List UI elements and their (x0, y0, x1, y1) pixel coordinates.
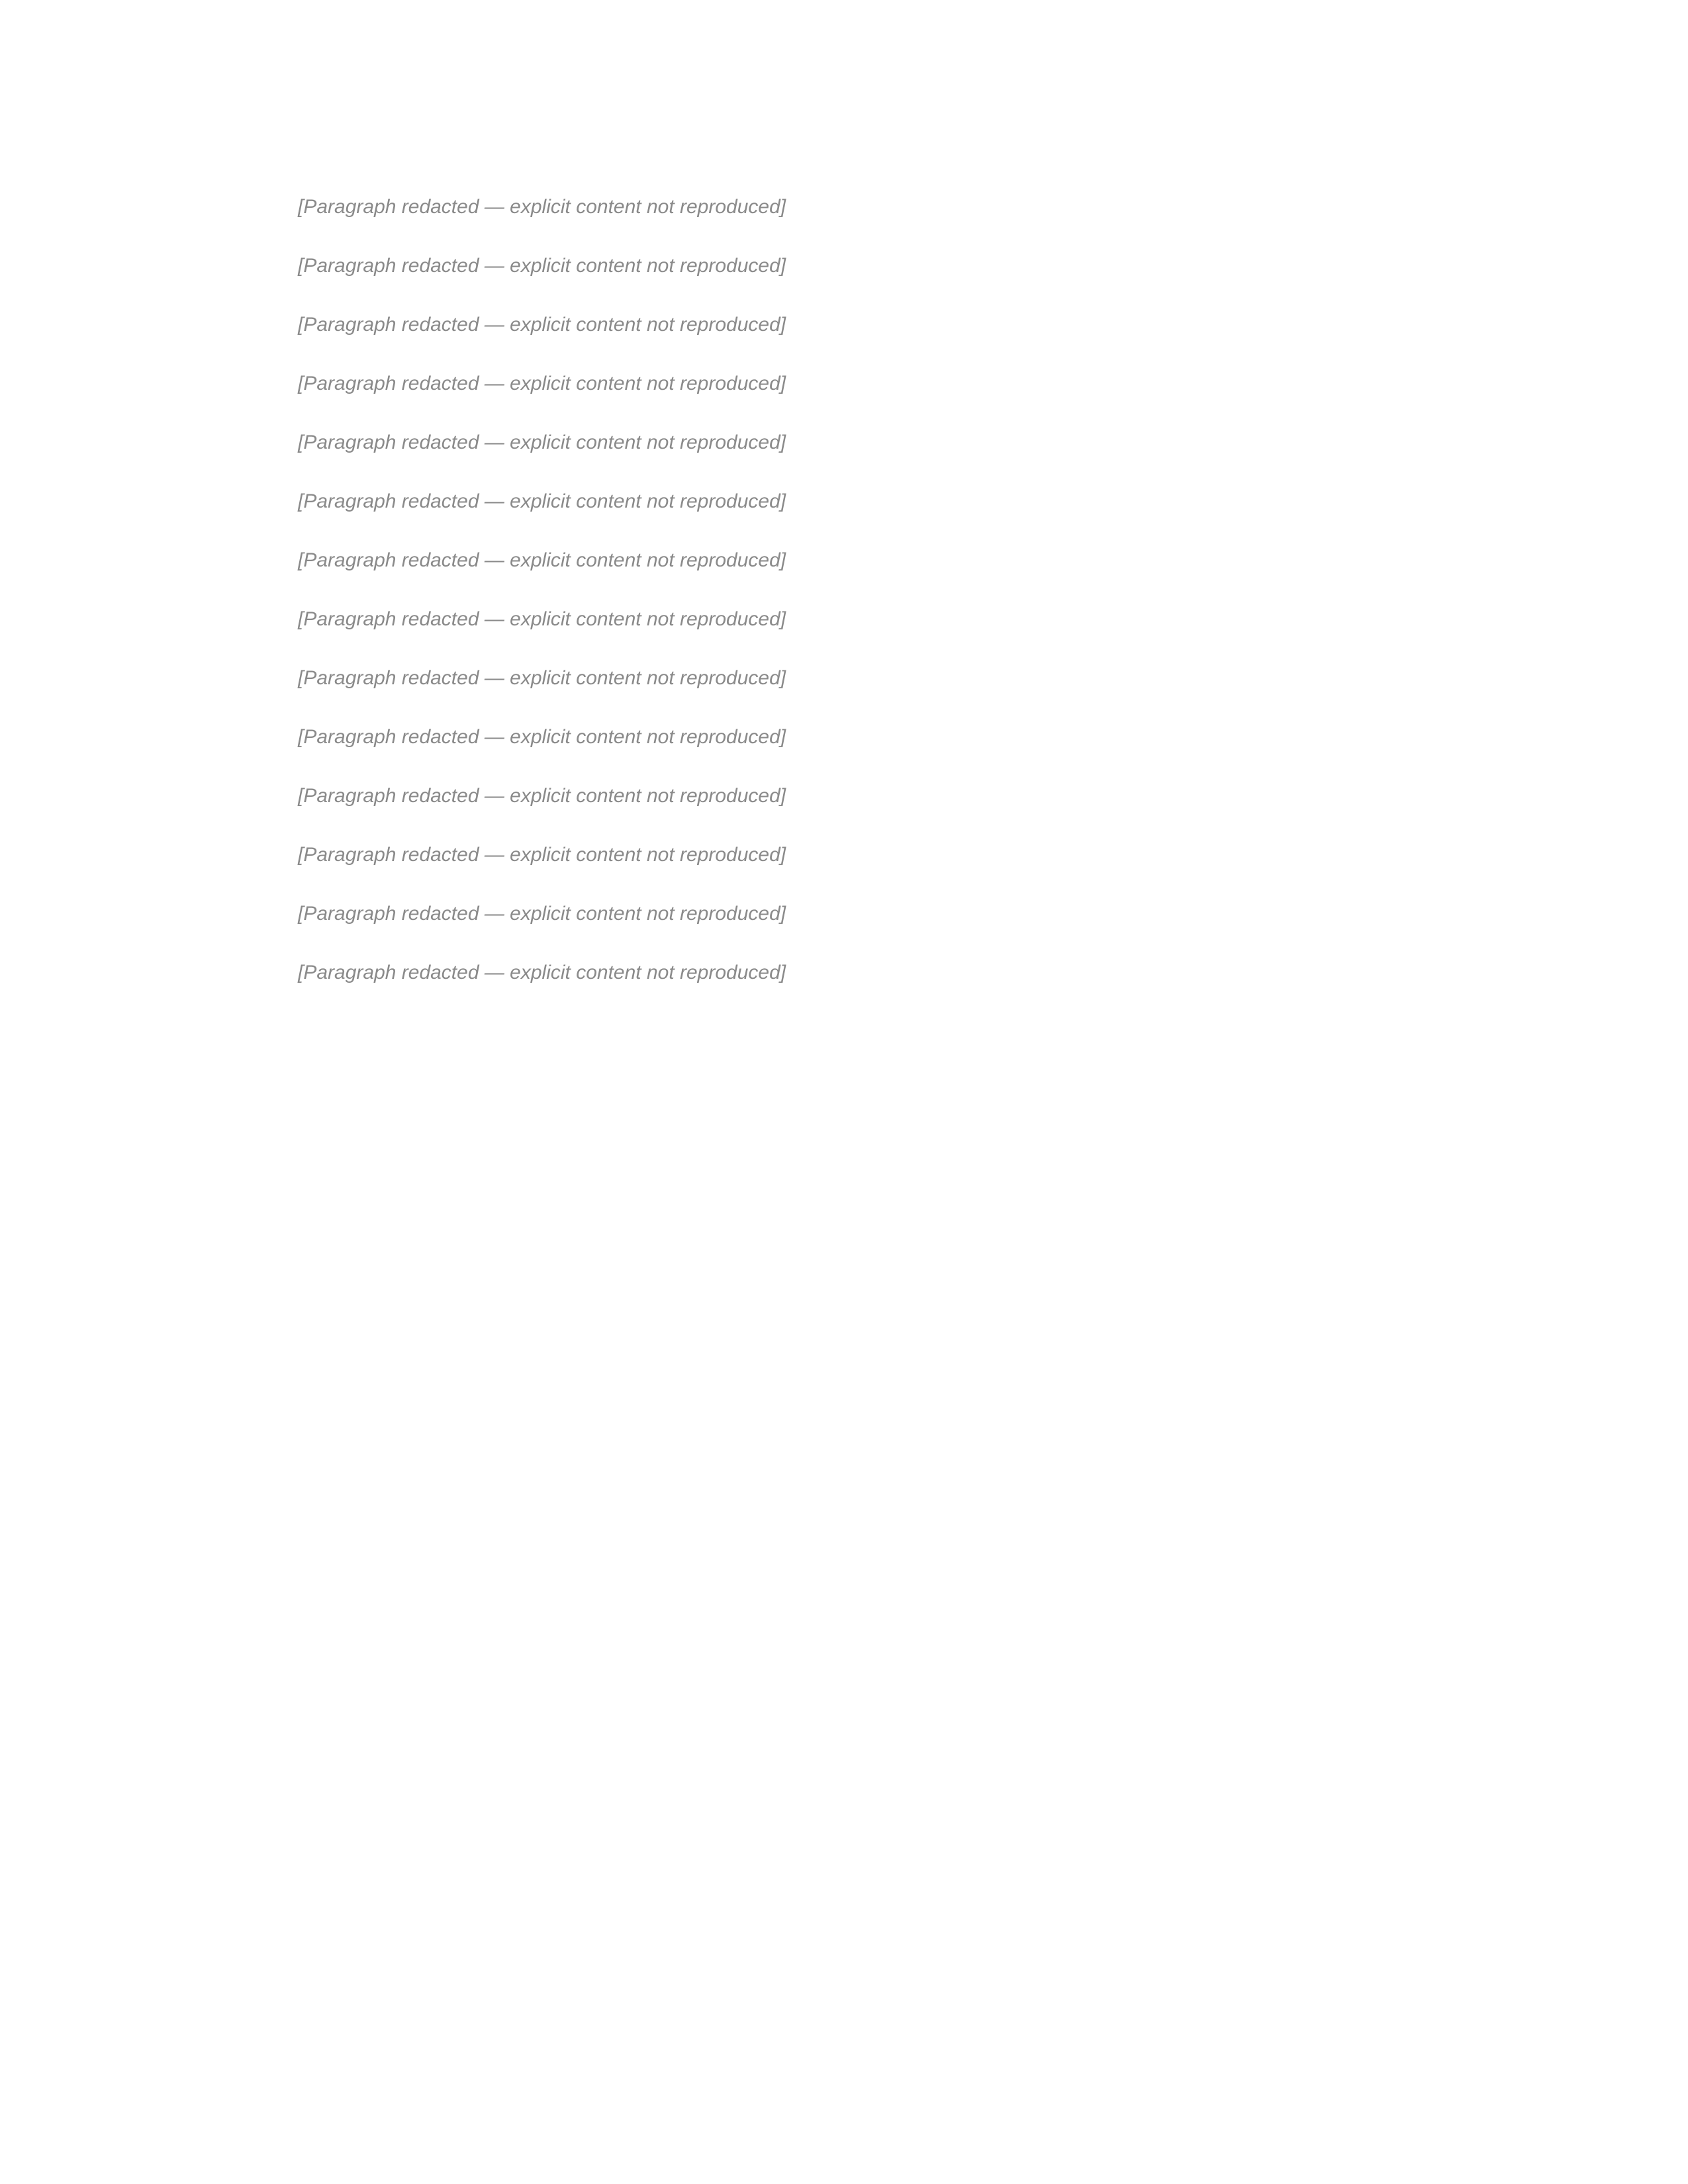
paragraph: [Paragraph redacted — explicit content not reproduced] (298, 903, 786, 925)
paragraph: [Paragraph redacted — explicit content not reproduced] (298, 785, 786, 807)
paragraph: [Paragraph redacted — explicit content not reproduced] (298, 549, 786, 571)
paragraph: [Paragraph redacted — explicit content not reproduced] (298, 373, 786, 394)
paragraph: [Paragraph redacted — explicit content not reproduced] (298, 962, 786, 983)
paragraph: [Paragraph redacted — explicit content not reproduced] (298, 844, 786, 866)
paragraph: [Paragraph redacted — explicit content not reproduced] (298, 726, 786, 748)
paragraph: [Paragraph redacted — explicit content not reproduced] (298, 196, 786, 218)
paragraph: [Paragraph redacted — explicit content not reproduced] (298, 667, 786, 689)
paragraph: [Paragraph redacted — explicit content not reproduced] (298, 255, 786, 277)
paragraph: [Paragraph redacted — explicit content not reproduced] (298, 432, 786, 453)
paragraph: [Paragraph redacted — explicit content not reproduced] (298, 314, 786, 336)
text-body (199, 192, 1483, 987)
paragraph: [Paragraph redacted — explicit content not reproduced] (298, 608, 786, 630)
paragraph: [Paragraph redacted — explicit content not reproduced] (298, 490, 786, 512)
